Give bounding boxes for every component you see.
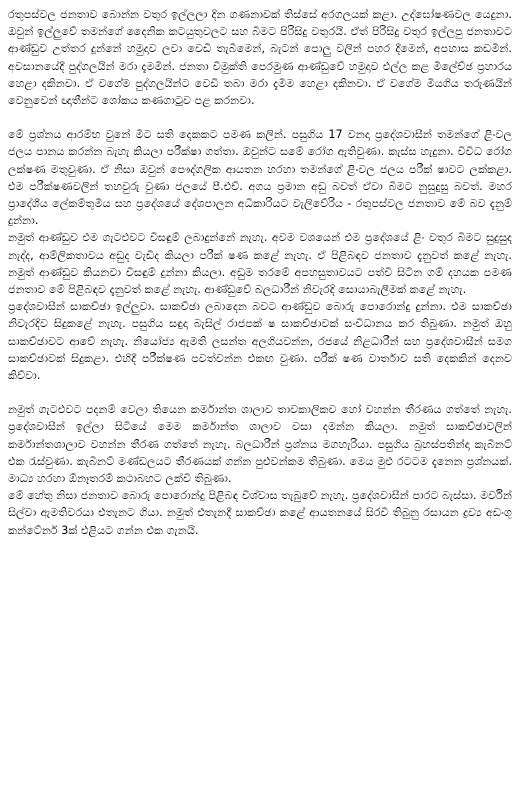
- paragraph-3: නමුත් ආණ්ඩුව එම ගැටළුවට විසඳුම් ලබාදුන්නේ නැහැ. අවම වශයෙන් එම ප්‍රදේශයේ ළිං වතුර බීමට සුදුසුද නැද්ද, ආම්ලිකතාවය අඩුද වැඩිද කියලා පරීක් ෂණ කළේ නැහැ. ඒ පිළිබඳව ජනතාව දැනුවත් කළේ නැහැ. නමුත් ආණ්ඩුව කියනවා විසඳුම් දුන්නා කියලා. අඩුම තරමේ අපහසුතාවයට පත්වී සිටින ගම් දහයක පමණ ජනතාව මේ පිළිබඳව දැනුවත් කළේ නැහැ. ආණ්ඩුවේ බලධාරීන් නිවැරදි සොයාබැලීමක් කළේ නැහැ.: [8, 231, 512, 297]
- paragraph-2: මේ ප්‍රශ්නය ආරම්භ වුනේ මීට සති දෙකකට පමණ කලින්. පසුගිය 17 වනදා ප්‍රදේශවාසීන් තමන්ගේ ළිංවල ජලය පානය කරන්න බැහැ කියලා පරීක්ෂා ගත්තා. ඔවුන්ට සමේ රෝග ඇතිවුණා. කැස්ස හැදුනා. විවිධ රෝග ලක්ෂණ මතුවුණා. ඒ නිසා ඔවුන් පෞද්ගලික ආයතන හරහා තමන්ගේ ළිංවල ජලය පරීක් ෂාවට ලක්කළා. එම පරීක්ෂණවලින් තහවුරු වුණා ජලයේ පී.එච්. අගය ප්‍රමාන අඩු බවත් ඒවා බීමට නුසුදුසු බවත්. මහර ප්‍රාදේශීය ලේකම්තුමිය සහ ප්‍රදේශයේ දේශපාලන අධිකාරියට වැලිවේරිය - රතුපස්වල ජනතාව මේ බව දැනුම් දුන්නා.: [8, 128, 512, 228]
- paragraph-spacer: [8, 384, 512, 401]
- paragraph-5: නමුත් ගැටළුවට පදනම් වෙලා තියෙන කර්මාන්ත ශාලාව තාවකාලිකව හෝ වහන්න තීරණය ගත්තේ නැහැ. ප්‍රදේශවාසීන් ඉල්ලා සිටියේ මෙම කර්මාන්ත ශාලාව වසා දමන්න කියලා. නමුත් සාකච්ඡාවලින් කර්මාන්තශාලාව වහන්න තීරණ ගත්තේ නැහැ. බලධාරීන් ප්‍රශ්නය මගහැරියා. පසුගිය බ්‍රහස්පතින්දා කැබිනට් එක රැස්වුණා. කැබිනට් මණ්ඩලයට තීරණයක් ගන්න පුළුවන්කම තිබුණා. මෙය මුළු රටටම දැනෙන ප්‍රශ්නයක්. මාධ්‍ය හරහා ඕනෑතරම් කථාබහට ලක්වී තිබුණා.: [8, 403, 512, 486]
- paragraph-1: රතුපස්වල ජනතාව බොන්න වතුර ඉල්ලලා දින ගණනාවක් තිස්සේ අරගලයක් කළා. උද්ඝෝෂණවල යෙදුනා. ඔවුන් ඉල්ලුවේ තමන්ගේ දෛනික කටයුතුවලට සහ බීමට පිරිසිදු වතුරයි. ඒත් පිරිසිදු වතුර ඉල්ලපු ජනතාවට ආණ්ඩුව උත්තර දුන්නේ හමුදාව ලවා වෙඩි තැබීමෙන්, බැටන් පොලු වලින් පහර දීමෙන්, අපහාස කඩමින්. අවසානයේදී පුද්ගලයින් මරා දැමමින්. ජනතා විමුක්ති පෙරමුණ ආණ්ඩුවේ හමුදාව එල්ල කළ මිලේච්ඡ ප්‍රහාරය හෙළා දකිනවා. ඒ වගේම පුද්ගලයින්ට වෙඩි තබා මරා දැමීම හෙළා දකිනවා. ඒ වගේම මියගිය තරුණයින් වෙනුවෙන් ඥාතීන්ට ශෝකය කණගාටුව පළ කරනවා.: [8, 8, 512, 108]
- paragraph-6: මේ හේතු නිසා ජනතාව බොරු පොරොන්දු පිළිබඳ විශ්වාස තැබුවේ නැහැ. ප්‍රදේශවාසීන් පාරට බැස්සා. මර්වින් සිල්වා ඇමතිවරයා එතැනට ගියා. නමුත් එතැනදී සාකච්ඡා කළේ ආයතනයේ සිරවී තිබුනු රසායන ද්‍රව්‍ය අඩංගු කන්ටේනර් 3ක් එළියට ගන්න එක ගැනයි.: [8, 489, 512, 537]
- paragraph-spacer: [8, 109, 512, 126]
- paragraph-4: ප්‍රදේශවාසීන් සාකච්ඡා ඉල්ලුවා. සාකච්ඡා ලබාදෙන බවට ආණ්ඩුව බොරු පොරොන්දු දුන්නා. එම සාකච්ඡා නිවැරදිව සිදුකළේ නැහැ. පසුගිය සඳුදා බැසිල් රාජපක් ෂ සාකච්ඡාවක් සංවිධානය කර තිබුණා. නමුත් ඔහු සාකච්ඡාවට ආවේ නැහැ. නියෝජ්‍ය ඇමති ලසන්ත අලගියවන්න, රජයේ නිළධාරීන් සහ ප්‍රදේශවාසීන් සමග සාකච්ඡාවක් සිදුකළා. එහිදී පරීක්ෂණ පවත්වන්න එකඟ වුණා. පරීක් ෂණ වාර්තාව සති දෙකකින් දෙනව කිව්වා.: [8, 300, 512, 383]
